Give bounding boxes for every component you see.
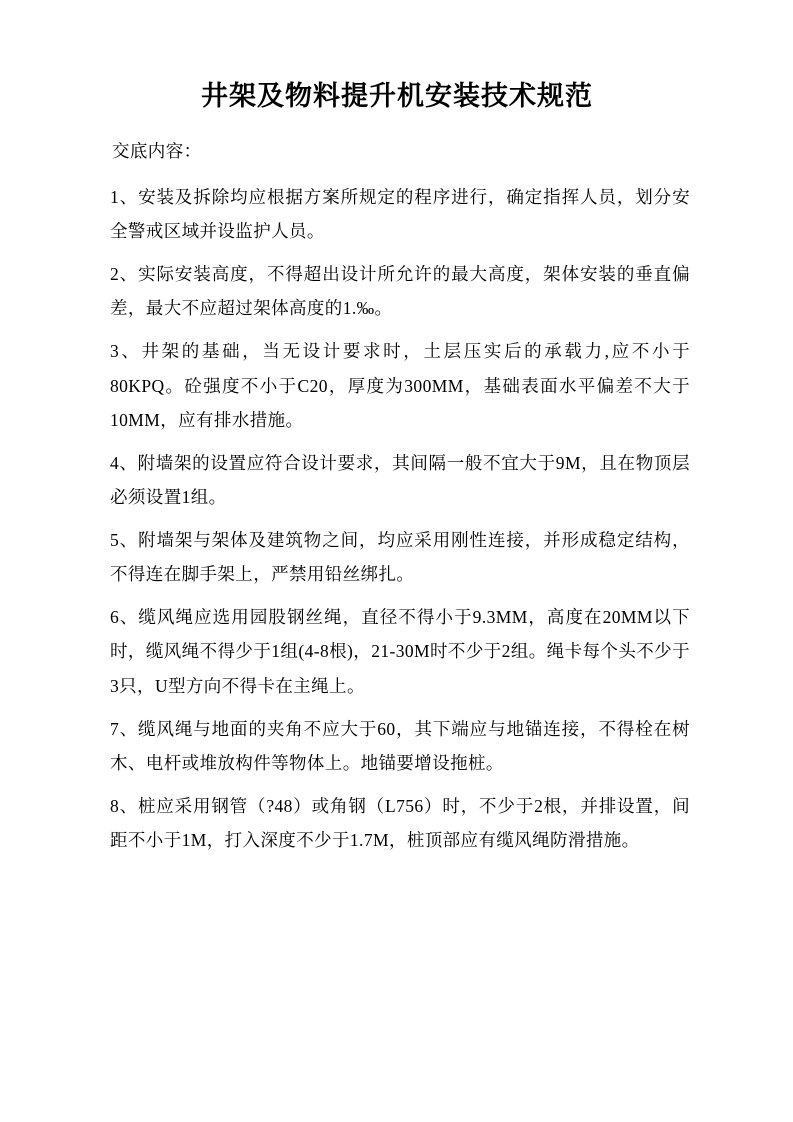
clause-3: 3、井架的基础，当无设计要求时，土层压实后的承载力,应不小于80KPQ。砼强度不小于C20，厚度为300MM，基础表面水平偏差不大于10MM，应有排水措施。 — [110, 341, 690, 430]
clause-8: 8、桩应采用钢管（?48）或角钢（L756）时，不少于2根，并排设置，间距不小于1M，打入深度不少于1.7M，桩顶部应有缆风绳防滑措施。 — [110, 795, 690, 851]
clause-1: 1、安装及拆除均应根据方案所规定的程序进行，确定指挥人员，划分安全警戒区域并设监护人员。 — [110, 186, 690, 242]
clause-2: 2、实际安装高度，不得超出设计所允许的最大高度，架体安装的垂直偏差，最大不应超过架体高度的1.‰。 — [110, 264, 690, 319]
clause-4: 4、附墙架的设置应符合设计要求，其间隔一般不宜大于9M，且在物顶层必须设置1组。 — [110, 452, 690, 507]
clause-6: 6、缆风绳应选用园股钢丝绳，直径不得小于9.3MM，高度在20MM以下时，缆风绳不得少于1组(4-8根)，21-30M时不少于2组。绳卡每个头不少于3只，U型方向不得卡在主绳上。 — [110, 607, 690, 696]
document-body — [104, 78, 690, 866]
clause-5: 5、附墙架与架体及建筑物之间，均应采用刚性连接，并形成稳定结构，不得连在脚手架上，严禁用铅丝绑扎。 — [110, 530, 690, 585]
page-title: 井架及物料提升机安装技术规范 — [201, 81, 593, 111]
clause-7: 7、缆风绳与地面的夹角不应大于60，其下端应与地锚连接，不得栓在树木、电杆或堆放构件等物体上。地锚要增设拖桩。 — [110, 718, 690, 773]
intro-label: 交底内容： — [112, 140, 202, 161]
